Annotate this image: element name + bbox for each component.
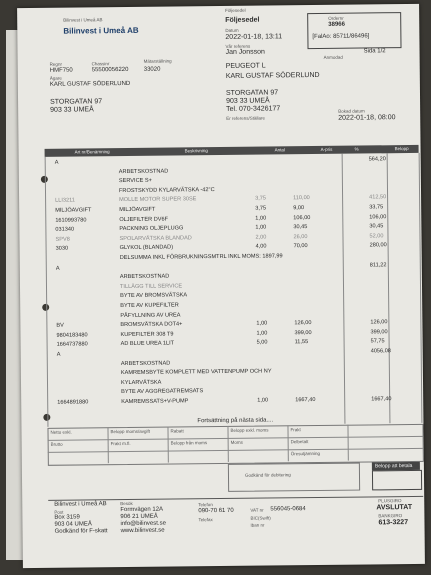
row-amount: 564,20 <box>368 156 386 163</box>
row-art: MILJÖAVGIFT <box>55 207 92 214</box>
row-desc: ARBETSKOSTNAD <box>118 168 169 175</box>
row-qty: 3,75 <box>255 195 267 203</box>
reg-number: HMF750 <box>49 67 73 74</box>
row-amount: 811,22 <box>369 261 387 269</box>
company-name: Bilinvest i Umeå AB <box>63 25 139 36</box>
row-art: 9804183480 <box>56 332 88 339</box>
company-header-small: Bilinvest i Umeå AB <box>63 17 103 23</box>
web-link: www.bilinvest.se <box>120 527 165 535</box>
row-art: A <box>54 159 59 166</box>
odometer: 33020 <box>143 66 161 73</box>
column-divider <box>387 153 391 423</box>
row-price: 110,00 <box>293 195 310 202</box>
owner-name: KARL GUSTAF SÖDERLUND <box>49 80 131 88</box>
page-indicator: Sida 1/2 <box>363 48 386 55</box>
row-qty: 1,00 <box>256 330 268 337</box>
row-desc: KUPEFILTER 308 T9 <box>120 331 174 338</box>
row-amount: 399,00 <box>370 329 388 336</box>
column-divider <box>342 154 346 424</box>
bankgiro-number: 613-3227 <box>378 519 409 527</box>
row-qty: 1,00 <box>257 397 269 404</box>
chassis-number: 55500056220 <box>91 66 129 74</box>
row-amount: 280,00 <box>369 242 387 249</box>
row-desc: KYLARVÄTSKA <box>120 379 162 386</box>
row-desc: GLYKOL (BLANDAD) <box>119 244 174 252</box>
row-desc: BYTE AV BROMSVÄTSKA <box>120 292 188 300</box>
amount-due-banner: Belopp att betala <box>372 462 420 471</box>
row-art: LLI3211 <box>55 197 75 205</box>
fal-number: [FalAo: 85711/86496] <box>312 33 370 41</box>
row-desc: BYTE AV KUPEFILTER <box>120 302 179 310</box>
status-stamp: AVSLUTAT <box>376 504 413 512</box>
row-art: 1610993780 <box>55 216 87 224</box>
doc-type: Följesedel <box>225 16 260 24</box>
bottom-company: Bilinvest i Umeå AB <box>54 501 107 508</box>
row-desc: PÅFYLLNING AV UREA <box>120 312 181 319</box>
row-desc: SPOLARVÄTSKA BLANDAD <box>119 235 192 242</box>
order-box: Ordernr 38966 [FalAo: 85711/86496] <box>307 12 401 49</box>
row-qty: 1,00 <box>255 215 267 222</box>
invoice-sheet: Bilinvest i Umeå AB Bilinvest i Umeå AB Följesedel Följesedel Ordernr 38966 [FalAo: 85711/86496] Sida 1/2 Datum 2022-01-18, 13:11 Vår referens Jan Jonsson PEUGEOT L Anmodad KARL GUSTAF SÖDERLUND STORGATAN 97 903 33 UMEÅ Tel. 070-3426177 Er referens/Ställare Bokad datum 2022-01-18, 08:00 Regnr HMF750 Chassinr 55500056220 Mätarställning 33020 Ägare KARL GUSTAF SÖDERLUND STORGATAN 97 903 33 UMEÅ Art nr/Benämning Beskrivning Antal A-pris % Belopp A 564,20 ARBETSKOSTNAD SERVICE S+ FROSTSKYDD KYLARVÄTSKA -42°C LLI3211 MOLLE MOTOR SUPER 30SE 3,75 110,00 412,50 MILJÖAVGIFT MILJÖAVGIFT 3,75 9,00 33,75 1610993780 OLJEFILTER DV6F 1,00 106,00 106,00 031340 PACKNING OLJEPLUGG 1,00 30,45 30,45 SPV8 SPOLARVÄTSKA BLANDAD 2,00 26,00 52,00 3030 GLYKOL (BLANDAD) 4,00 70,00 280,00 DELSUMMA INKL FÖRBRUKNINGSMTRL INKL MOMS: 1897,99 A 811,22 ARBETSKOSTNAD TILLÄGG TILL SERVICE BYTE AV BROMSVÄTSKA BYTE AV KUPEFILTER PÅFYLLNING AV UREA BV BROMSVÄTSKA DOT4+ 1,00 126,00 126,00 9804183480 KUPEFILTER 308 T9 1,00 399,00 399,00 1664737880 AD BLUE UREA 1LIT 5,00 11,55 57,75 A 4056,08 ARBETSKOSTNAD KAMREMSBYTE KOMPLETT MED VATTENPUMP OCH NY KYLARVÄTSKA BYTE AV AGGREGATREMSATS 1664891880 KAMREMSSATS+V-PUMP 1,00 1667,40 1667,40 Fortsättning på nästa sida.... Netto exkl. Belopp moms/avgift Rabatt Belopp exkl. moms Frakt Brutto Frakt m.fl. Belopp från moms Moms Delbetalt Öresutjämning Godkänd för debitering Belopp att betala Bilinvest i Umeå AB Post Box 3159 903 04 UMEÅ Godkänd för F-skatt Besök Formvägen 12A 906 21 UMEÅ info@bilinvest.se www.bilinvest.se Telefon 090-70 61 70 Telefax VAT nr 556045-0684 BIC(Swift) Iban nr PLUSGIRO AVSLUTAT BANKGIRO 613-3227 <box>17 4 425 568</box>
row-desc: ARBETSKOSTNAD <box>119 273 170 281</box>
booked-date: 2022-01-18, 08:00 <box>338 114 396 122</box>
customer-address: STORGATAN 97 <box>225 89 279 97</box>
row-price: 70,00 <box>293 243 308 250</box>
row-desc: KAMREMSSATS+V-PUMP <box>121 398 189 406</box>
row-qty: 5,00 <box>256 339 268 347</box>
row-desc: BROMSVÄTSKA DOT4+ <box>120 321 183 329</box>
order-number: 38966 <box>328 21 345 28</box>
our-reference: Jan Jonsson <box>225 48 265 56</box>
row-desc: SERVICE S+ <box>118 177 152 185</box>
row-art: A <box>55 265 60 272</box>
table-border <box>45 157 49 427</box>
doc-date: 2022-01-18, 13:11 <box>225 33 283 41</box>
row-price: 11,55 <box>294 339 309 346</box>
row-amount: 30,45 <box>369 223 384 230</box>
row-desc: AD BLUE UREA 1LIT <box>120 340 175 348</box>
row-qty: 3,75 <box>255 205 267 212</box>
table-border <box>419 153 423 423</box>
table-header: Art nr/Benämning Beskrivning Antal A-pris % Belopp <box>45 145 419 157</box>
row-desc: DELSUMMA INKL FÖRBRUKNINGSMTRL INKL MOMS: 1897,99 <box>119 253 283 262</box>
row-desc: MOLLE MOTOR SUPER 30SE <box>119 196 197 204</box>
row-price: 30,45 <box>293 224 308 231</box>
row-art: 1664891880 <box>57 399 89 406</box>
vehicle-make: PEUGEOT L <box>225 62 266 70</box>
row-desc: PACKNING OLJEPLUGG <box>119 225 184 233</box>
owner-address: STORGATAN 97 <box>50 98 103 106</box>
row-qty: 1,00 <box>255 224 267 231</box>
row-qty: 2,00 <box>255 234 267 241</box>
row-desc: ARBETSKOSTNAD <box>120 360 171 367</box>
row-price: 126,00 <box>294 320 312 327</box>
email-link: info@bilinvest.se <box>120 520 166 528</box>
row-art: 1664737880 <box>56 341 88 349</box>
row-amount: 126,00 <box>370 319 388 326</box>
row-amount: 52,00 <box>369 233 384 240</box>
row-art: 031340 <box>55 226 75 233</box>
owner-city: 903 33 UMEÅ <box>50 106 94 114</box>
row-desc: OLJEFILTER DV6F <box>119 216 169 223</box>
customer-phone: Tel. 070-3426177 <box>226 105 281 113</box>
row-amount: 412,50 <box>369 194 387 201</box>
row-desc: MILJÖAVGIFT <box>119 206 156 214</box>
row-price: 1667,40 <box>295 397 316 404</box>
row-amount: 106,00 <box>369 213 387 221</box>
row-price: 26,00 <box>293 233 308 241</box>
row-qty: 4,00 <box>255 243 267 251</box>
row-amount: 4056,08 <box>370 348 391 355</box>
row-desc: BYTE AV AGGREGATREMSATS <box>121 388 204 396</box>
row-desc: KAMREMSBYTE KOMPLETT MED VATTENPUMP OCH NY <box>120 368 272 377</box>
row-art: SPV8 <box>55 236 70 243</box>
row-amount: 57,75 <box>370 338 385 345</box>
row-amount: 1667,40 <box>371 396 392 403</box>
continues-note: Fortsättning på nästa sida.... <box>197 417 274 425</box>
doc-type-small: Följesedel <box>225 7 246 13</box>
row-amount: 33,75 <box>369 204 384 211</box>
row-price: 106,00 <box>293 214 311 221</box>
row-art: BV <box>56 322 64 329</box>
amount-due-box <box>372 470 422 491</box>
row-price: 9,00 <box>293 205 305 212</box>
row-desc: TILLÄGG TILL SERVICE <box>119 283 183 290</box>
row-desc: FROSTSKYDD KYLARVÄTSKA -42°C <box>118 186 215 194</box>
customer-name: KARL GUSTAF SÖDERLUND <box>225 71 320 80</box>
row-price: 399,00 <box>294 329 312 337</box>
row-art: A <box>56 351 61 358</box>
row-art: 3030 <box>55 245 69 253</box>
customer-city: 903 33 UMEÅ <box>226 97 270 105</box>
row-qty: 1,00 <box>256 320 268 327</box>
